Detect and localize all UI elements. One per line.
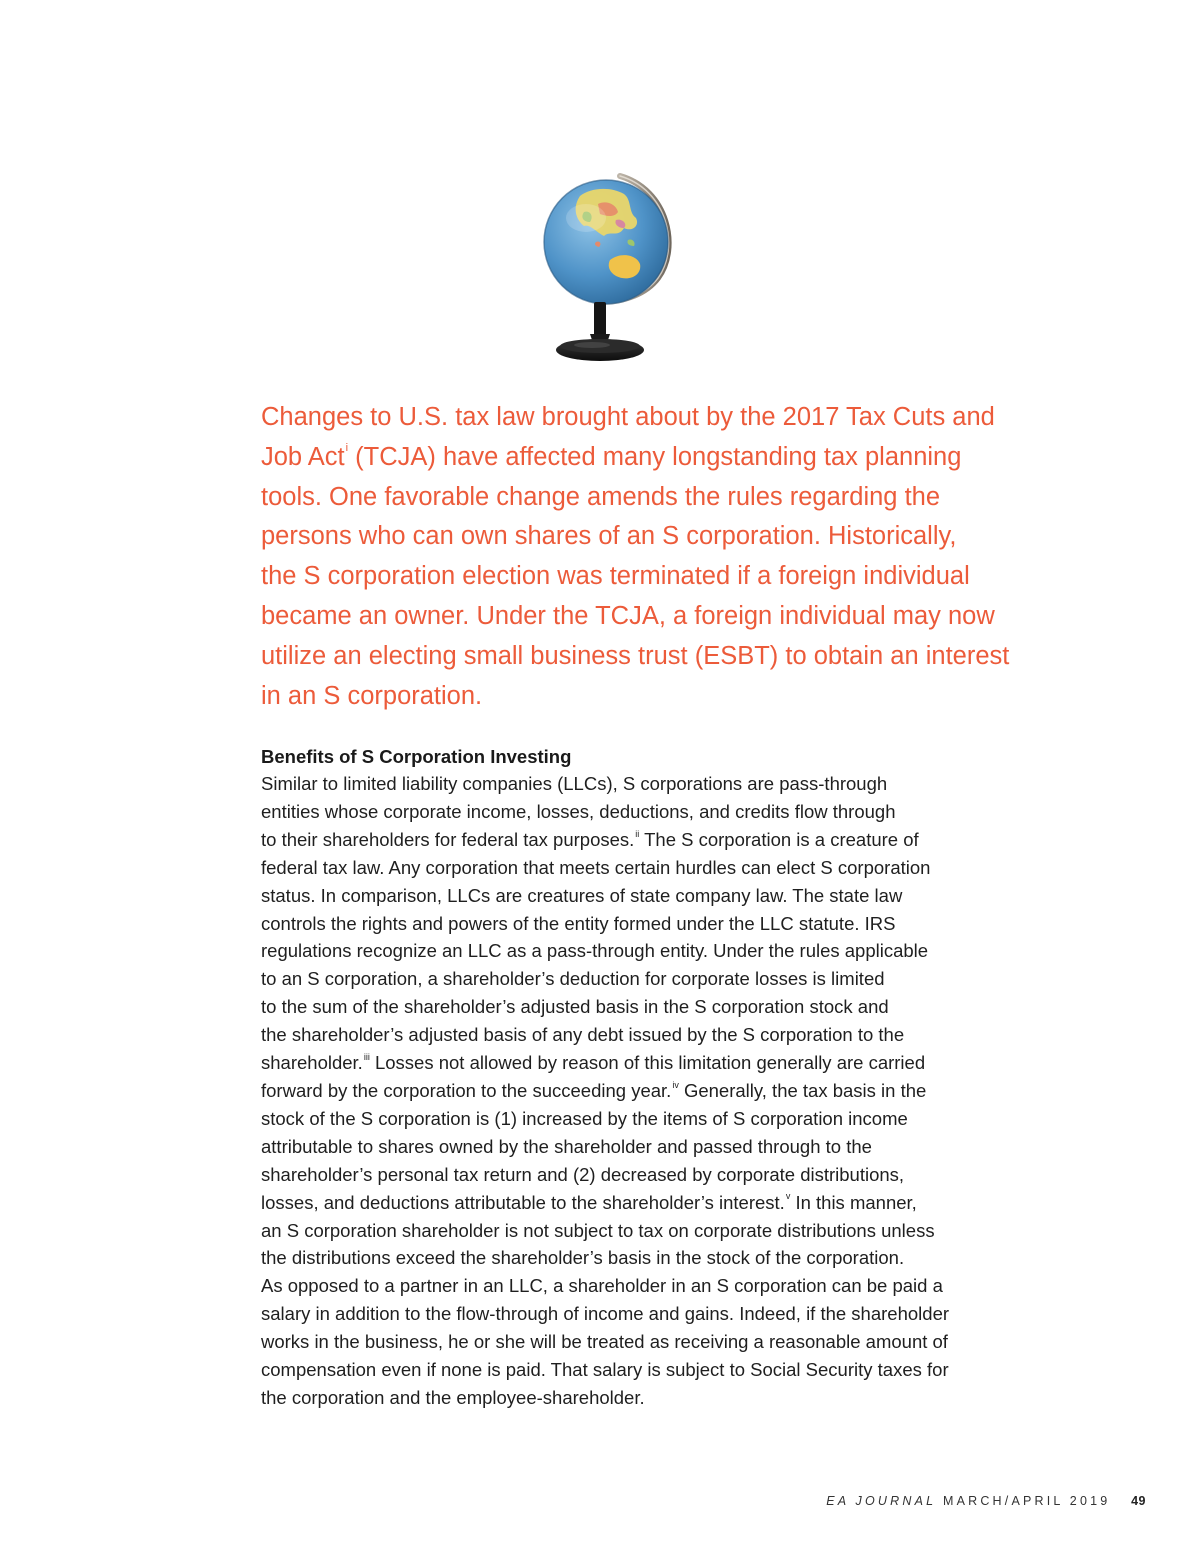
lead-line — [261, 398, 1021, 438]
body-line — [261, 1356, 1021, 1384]
body-line-text: an S corporation shareholder is not subject to tax on corporate distributions unless — [261, 1219, 935, 1241]
issue-date: MARCH/APRIL 2019 — [942, 1494, 1111, 1508]
body-line — [261, 1272, 1021, 1300]
lead-line-text: Job Act — [261, 442, 345, 471]
body-line-text: controls the rights and powers of the entity formed under the LLC statute. IRS — [261, 912, 896, 934]
body-line-text: to the sum of the shareholder’s adjusted basis in the S corporation stock and — [261, 996, 889, 1018]
body-line — [261, 1077, 1021, 1105]
body-line — [261, 882, 1021, 910]
body-line-text: the distributions exceed the shareholder’s basis in the stock of the corporation. — [261, 1247, 905, 1269]
lead-line-text: in an S corporation. — [261, 681, 483, 710]
lead-line-text: (TCJA) have affected many longstanding tax planning — [348, 442, 962, 471]
body-line-text: the corporation and the employee-shareholder. — [261, 1386, 645, 1408]
publication-name: EA JOURNAL — [826, 1494, 937, 1508]
footnote-marker: ii — [635, 828, 640, 839]
section-heading: Benefits of S Corporation Investing — [261, 746, 572, 767]
lead-line-text: the S corporation election was terminated if a foreign individual — [261, 562, 970, 591]
body-line-text: losses, and deductions attributable to the shareholder’s interest. — [261, 1191, 785, 1213]
body-line-text: status. In comparison, LLCs are creatures of state company law. The state law — [261, 884, 903, 906]
body-line-text: federal tax law. Any corporation that meets certain hurdles can elect S corporation — [261, 856, 931, 878]
body-line-text: Losses not allowed by reason of this limitation generally are carried — [369, 1052, 926, 1074]
lead-line — [261, 677, 1021, 717]
body-line-text: shareholder. — [261, 1052, 363, 1074]
body-line-text: to their shareholders for federal tax purposes. — [261, 828, 635, 850]
body-line-text: the shareholder’s adjusted basis of any debt issued by the S corporation to the — [261, 1024, 905, 1046]
body-line — [261, 1384, 1021, 1412]
body-line — [261, 1049, 1021, 1077]
lead-line — [261, 597, 1021, 637]
body-line-text: In this manner, — [790, 1191, 917, 1213]
lead-line — [261, 478, 1021, 518]
body-line-text: shareholder’s personal tax return and (2) decreased by corporate distributions, — [261, 1163, 905, 1185]
lead-line-text: tools. One favorable change amends the rules regarding the — [261, 482, 941, 511]
lead-line — [261, 557, 1021, 597]
body-line — [261, 1021, 1021, 1049]
footnote-marker: v — [785, 1191, 791, 1202]
body-line-text: regulations recognize an LLC as a pass-through entity. Under the rules applicable — [261, 940, 929, 962]
body-line-text: Generally, the tax basis in the — [678, 1079, 927, 1101]
lead-line-text: utilize an electing small business trust (ESBT) to obtain an interest — [261, 641, 1010, 670]
lead-line-text: persons who can own shares of an S corporation. Historically, — [261, 522, 957, 551]
body-line — [261, 1300, 1021, 1328]
body-line-text: Similar to limited liability companies (LLCs), S corporations are pass-through — [261, 773, 888, 794]
body-line — [261, 1133, 1021, 1161]
body-line-text: works in the business, he or she will be treated as receiving a reasonable amount of — [261, 1331, 948, 1353]
body-line — [261, 1189, 1021, 1217]
body-line-text: salary in addition to the flow-through of income and gains. Indeed, if the shareholder — [261, 1303, 950, 1325]
body-line — [261, 826, 1021, 854]
globe-icon — [528, 168, 688, 368]
body-line — [261, 1105, 1021, 1133]
page-footer — [826, 1494, 1146, 1508]
body-line-text: attributable to shares owned by the shareholder and passed through to the — [261, 1135, 872, 1157]
body-line-text: The S corporation is a creature of — [639, 828, 919, 850]
footnote-marker: iii — [363, 1051, 370, 1062]
body-line — [261, 854, 1021, 882]
body-line — [261, 1161, 1021, 1189]
body-line — [261, 770, 1021, 798]
body-line-text: to an S corporation, a shareholder’s deduction for corporate losses is limited — [261, 968, 885, 990]
lead-line — [261, 517, 1021, 557]
body-line — [261, 910, 1021, 938]
body-line — [261, 965, 1021, 993]
lead-line — [261, 637, 1021, 677]
footnote-marker: i — [345, 442, 349, 455]
body-line-text: As opposed to a partner in an LLC, a shareholder in an S corporation can be paid a — [261, 1275, 943, 1297]
lead-line-text: became an owner. Under the TCJA, a foreign individual may now — [261, 601, 995, 630]
page-number: 49 — [1131, 1494, 1146, 1508]
globe-image — [528, 168, 688, 368]
body-line — [261, 937, 1021, 965]
body-line-text: compensation even if none is paid. That salary is subject to Social Security taxes for — [261, 1359, 949, 1381]
body-paragraph — [261, 770, 1021, 1412]
body-line — [261, 993, 1021, 1021]
footnote-marker: iv — [672, 1079, 679, 1090]
body-line — [261, 798, 1021, 826]
lead-line-text: Changes to U.S. tax law brought about by the 2017 Tax Cuts and — [261, 403, 995, 431]
body-line-text: forward by the corporation to the succeeding year. — [261, 1079, 672, 1101]
lead-paragraph — [261, 398, 1021, 716]
body-line — [261, 1328, 1021, 1356]
body-line-text: stock of the S corporation is (1) increased by the items of S corporation income — [261, 1107, 908, 1129]
body-line — [261, 1217, 1021, 1245]
lead-line — [261, 438, 1021, 478]
body-line-text: entities whose corporate income, losses, deductions, and credits flow through — [261, 800, 896, 822]
body-line — [261, 1244, 1021, 1272]
